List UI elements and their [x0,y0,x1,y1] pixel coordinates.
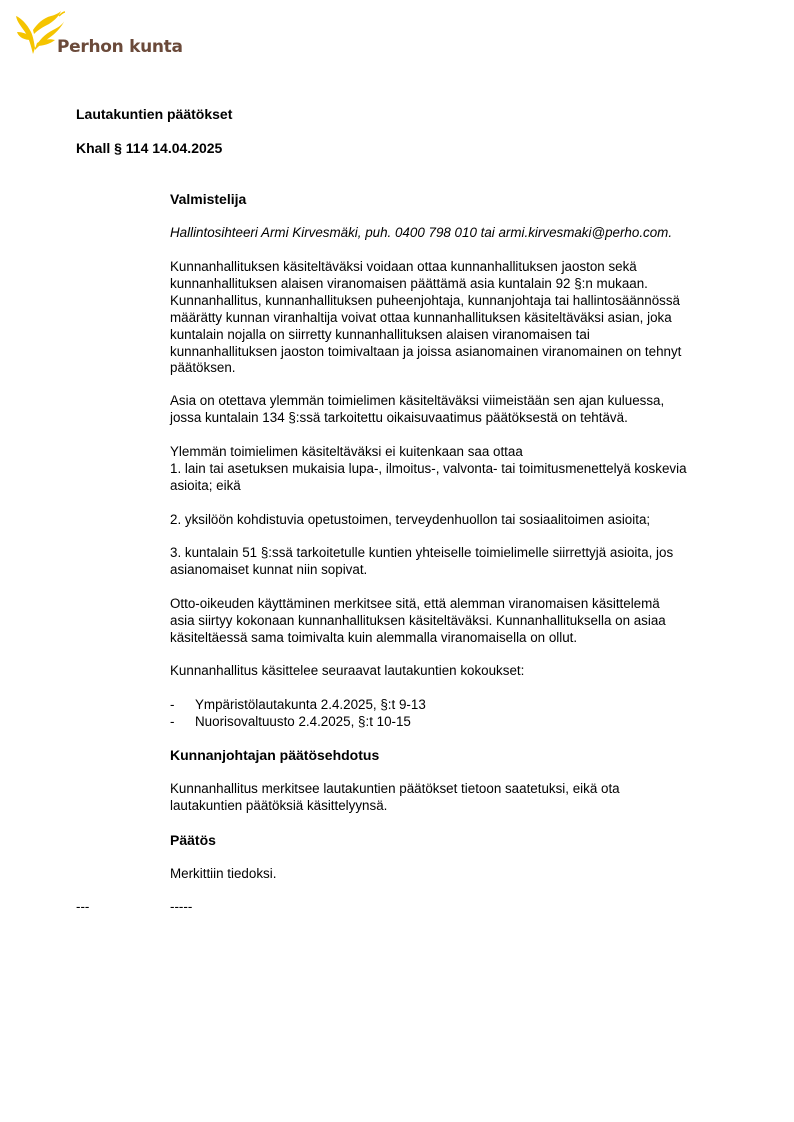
paragraph-line: Kunnanhallitus käsittelee seuraavat lautakuntien kokoukset: [170,663,525,678]
paragraph-line: Kunnanhallitus, kunnanhallituksen puheenjohtaja, kunnanjohtaja tai hallintosäännössä [170,292,680,308]
paragraph-line: Ylemmän toimielimen käsiteltäväksi ei kuitenkaan saa ottaa [170,444,523,459]
paragraph-line: käsiteltäessä sama toimivalta kuin alemmalla viranomaisella on ollut. [170,629,578,645]
paragraph-line: Kunnanhallituksen käsiteltäväksi voidaan ottaa kunnanhallituksen jaoston sekä [170,259,637,274]
logo [15,10,183,57]
paragraph-4 [170,512,736,529]
preparer-line-block [170,225,736,242]
paragraph-7 [170,663,736,680]
proposal-section [170,747,736,763]
paragraph-line: 1. lain tai asetuksen mukaisia lupa-, ilmoitus-, valvonta- tai toimitusmenettelyä koskevia [170,460,687,476]
preparer-section [170,191,736,207]
paragraph-line: jossa kuntalain 134 §:ssä tarkoitettu oikaisuvaatimus päätöksestä on tehtävä. [170,409,628,425]
separator-right: ----- [170,899,193,914]
separator-left: --- [76,899,90,914]
decision-title: Päätös [170,832,216,848]
paragraph-6 [170,596,736,647]
decision-section [170,832,736,848]
paragraph-line: Kunnanhallitus merkitsee lautakuntien päätökset tietoon saatetuksi, eikä ota [170,781,620,796]
paragraph-line: 3. kuntalain 51 §:ssä tarkoitetulle kuntien yhteiselle toimielimelle siirrettyjä asioita, jos [170,545,674,560]
paragraph-line: 2. yksilöön kohdistuvia opetustoimen, terveydenhuollon tai sosiaalitoimen asioita; [170,512,651,527]
paragraph-line: Asia on otettava ylemmän toimielimen käsiteltäväksi viimeistään sen ajan kuluessa, [170,393,665,408]
paragraph-line: Otto-oikeuden käyttäminen merkitsee sitä, että alemman viranomaisen käsittelemä [170,596,660,611]
paragraph-line: kuntalain nojalla on siirretty kunnanhallituksen alaisen viranomaisen tai [170,326,590,342]
paragraph-1 [170,259,736,377]
paragraph-2 [170,393,736,427]
paragraph-5 [170,545,736,579]
paragraph-3 [170,444,736,495]
meeting-reference: Khall § 114 14.04.2025 [76,140,223,156]
meetings-list [170,697,736,731]
paragraph-line: asianomaiset kunnat niin sopivat. [170,561,368,577]
proposal-text [170,781,736,815]
list-item [170,714,736,731]
page-title: Lautakuntien päätökset [76,106,233,122]
paragraph-line: kunnanhallituksen alaisen viranomaisen päättämä asia kuntalain 92 §:n mukaan. [170,275,648,291]
preparer-line: Hallintosihteeri Armi Kirvesmäki, puh. 0400 798 010 tai armi.kirvesmaki@perho.com. [170,225,673,240]
paragraph-line: asioita; eikä [170,477,241,493]
list-item-text: Nuorisovaltuusto 2.4.2025, §:t 10-15 [195,713,411,729]
paragraph-line: päätöksen. [170,360,236,376]
list-item-text: Ympäristölautakunta 2.4.2025, §:t 9-13 [195,697,426,712]
decision-text-block [170,866,736,883]
list-dash: - [170,713,175,729]
list-item [170,697,736,714]
logo-text: Perhon kunta [57,37,183,57]
proposal-title: Kunnanjohtajan päätösehdotus [170,747,380,763]
list-dash: - [170,697,175,712]
preparer-title: Valmistelija [170,191,247,207]
decision-text: Merkittiin tiedoksi. [170,866,277,881]
paragraph-line: asia siirtyy kokonaan kunnanhallituksen käsiteltäväksi. Kunnanhallituksella on asiaa [170,612,666,628]
paragraph-line: määrätty kunnan viranhaltija voivat ottaa kunnanhallituksen käsiteltäväksi asian, joka [170,309,672,325]
paragraph-line: lautakuntien päätöksiä käsittelyynsä. [170,797,388,813]
paragraph-line: kunnanhallituksen jaoston toimivaltaan ja joissa asianomainen viranomainen on tehnyt [170,343,682,359]
